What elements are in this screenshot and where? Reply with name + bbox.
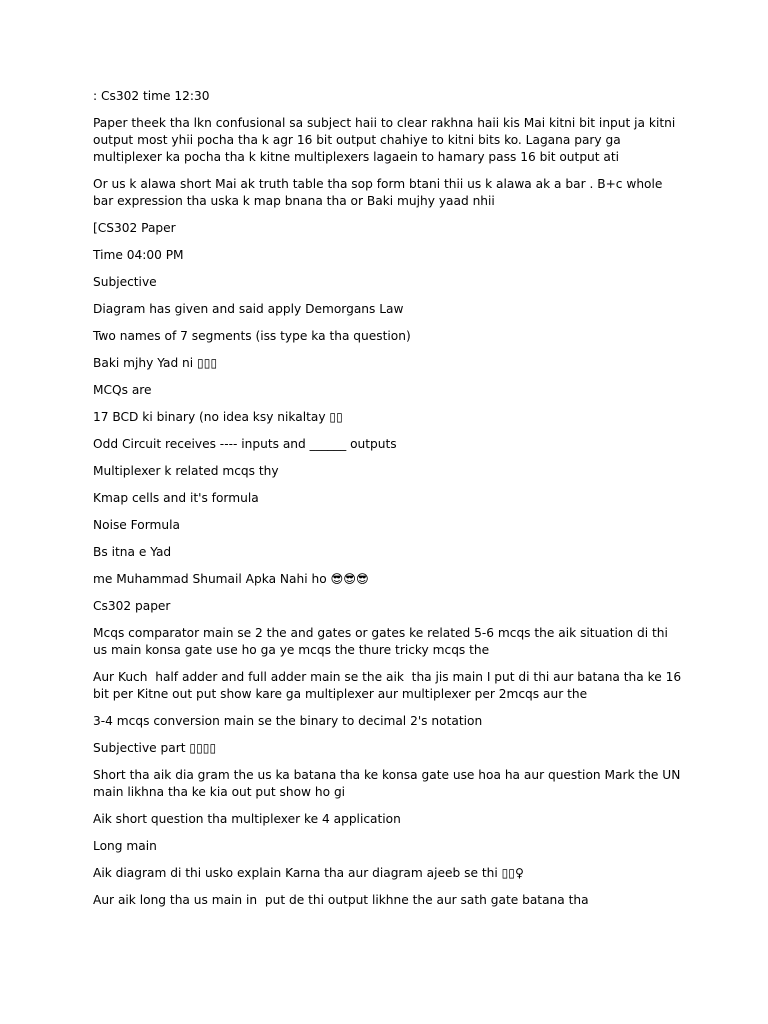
paragraph-11: 17 BCD ki binary (no idea ksy nikaltay ▯▯ <box>93 410 343 424</box>
paragraph-10: MCQs are <box>93 383 152 397</box>
document-page <box>93 88 683 919</box>
paragraph-22: Subjective part ▯▯▯▯ <box>93 741 217 755</box>
paragraph-20: Aur Kuch half adder and full adder main se the aik tha jis main I put di thi aur batana tha ke 16 bit per Kitne out put show kare ga multiplexer aur multiplexer per 2mcqs aur the <box>93 670 685 701</box>
paragraph-5: Time 04:00 PM <box>93 248 184 262</box>
paragraph-19: Mcqs comparator main se 2 the and gates or gates ke related 5-6 mcqs the aik situation di thi us main konsa gate use ho ga ye mcqs the thure tricky mcqs the <box>93 626 672 657</box>
paragraph-18: Cs302 paper <box>93 599 171 613</box>
paragraph-14: Kmap cells and it's formula <box>93 491 259 505</box>
paragraph-23: Short tha aik dia gram the us ka batana tha ke konsa gate use hoa ha aur question Mark the UN main likhna tha ke kia out put show ho gi <box>93 768 685 799</box>
paragraph-16: Bs itna e Yad <box>93 545 172 559</box>
paragraph-21: 3-4 mcqs conversion main se the binary to decimal 2's notation <box>93 714 483 728</box>
paragraph-4: [CS302 Paper <box>93 221 176 235</box>
paragraph-9: Baki mjhy Yad ni ▯▯▯ <box>93 356 218 370</box>
paragraph-17: me Muhammad Shumail Apka Nahi ho 😎😎😎 <box>93 572 369 586</box>
paragraph-24: Aik short question tha multiplexer ke 4 application <box>93 812 401 826</box>
paragraph-7: Diagram has given and said apply Demorgans Law <box>93 302 404 316</box>
paragraph-27: Aur aik long tha us main in put de thi output likhne the aur sath gate batana tha <box>93 893 589 907</box>
paragraph-8: Two names of 7 segments (iss type ka tha question) <box>93 329 411 343</box>
paragraph-6: Subjective <box>93 275 157 289</box>
paragraph-2: Paper theek tha lkn confusional sa subject haii to clear rakhna haii kis Mai kitni bit input ja kitni output most yhii pocha tha k agr 16 bit output chahiye to kitni bits ko. Lagana pary ga multiplexer ka pocha tha k kitne multiplexers lagaein to hamary pass 16 bit output ati <box>93 116 680 164</box>
paragraph-15: Noise Formula <box>93 518 180 532</box>
paragraph-3: Or us k alawa short Mai ak truth table tha sop form btani thii us k alawa ak a bar . B+c whole bar expression tha uska k map bnana tha or Baki mujhy yaad nhii <box>93 177 667 208</box>
paragraph-1: : Cs302 time 12:30 <box>93 89 210 103</box>
paragraph-26: Aik diagram di thi usko explain Karna tha aur diagram ajeeb se thi ▯▯♀ <box>93 866 524 880</box>
paragraph-13: Multiplexer k related mcqs thy <box>93 464 279 478</box>
paragraph-25: Long main <box>93 839 157 853</box>
paragraph-12: Odd Circuit receives ---- inputs and ______ outputs <box>93 437 397 451</box>
